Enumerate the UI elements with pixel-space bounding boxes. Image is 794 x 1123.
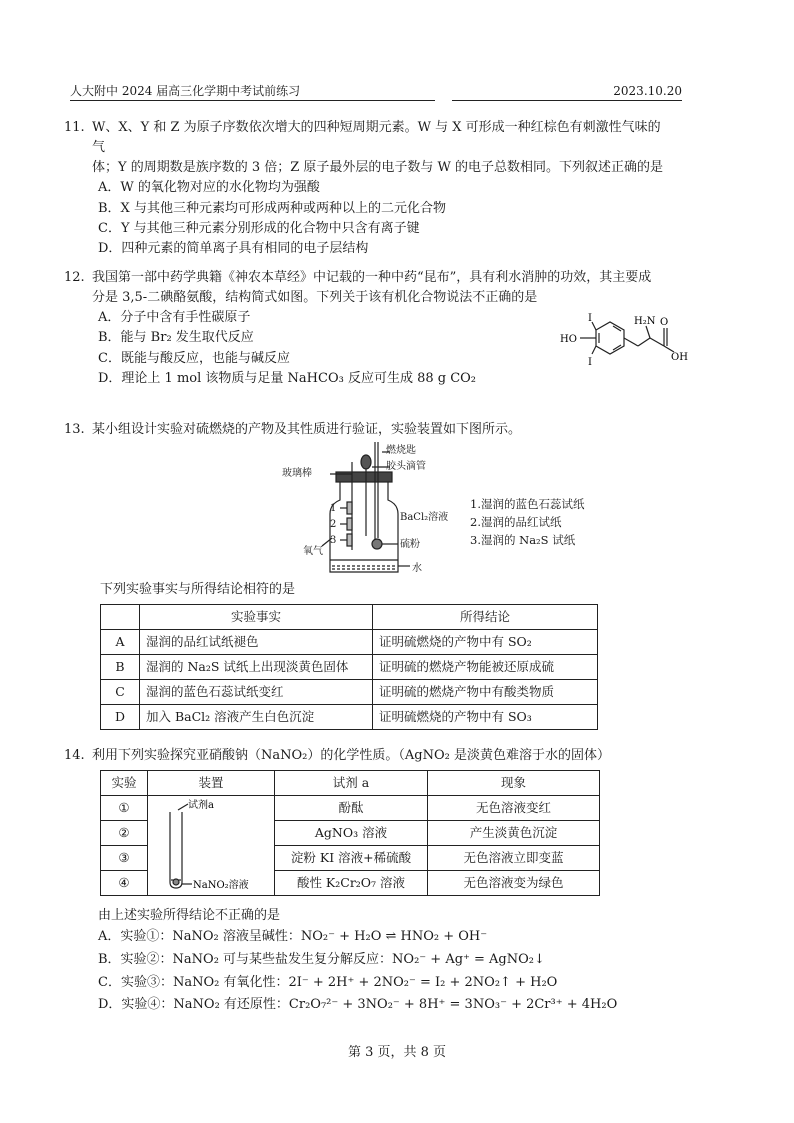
table-header-cell: 实验 <box>101 771 148 796</box>
carbonyl-oxygen-label: O <box>660 317 669 328</box>
table-cell: 加入 BaCl₂ 溶液产生白色沉淀 <box>140 705 373 730</box>
label-sulfur: 硫粉 <box>400 539 420 550</box>
question-number: 13. <box>64 422 85 437</box>
table-cell: 证明硫的燃烧产物能被还原成硫 <box>373 655 598 680</box>
apparatus-cell <box>148 796 275 896</box>
label-spoon: 燃烧匙 <box>386 445 416 456</box>
q14-table <box>100 770 600 896</box>
table-header-cell: 实验事实 <box>140 605 373 630</box>
table-header-cell <box>101 605 140 630</box>
option-a: A．W 的氧化物对应的水化物均为强酸 <box>98 180 320 196</box>
hydroxyl-label: HO <box>560 334 577 345</box>
header-title: 人大附中 2024 届高三化学期中考试前练习 <box>70 84 301 98</box>
question-14-options <box>92 906 672 1017</box>
question-11 <box>64 118 672 259</box>
label-number-3: 3 <box>330 535 337 546</box>
question-14 <box>64 746 672 766</box>
label-dropper: 胶头滴管 <box>386 461 426 472</box>
label-water: 水 <box>412 563 422 574</box>
option-a: A．分子中含有手性碳原子 <box>98 310 251 326</box>
label-number-1: 1 <box>330 503 337 514</box>
question-number: 11. <box>64 120 85 135</box>
table-cell: C <box>101 680 140 705</box>
table-cell: 酚酞 <box>275 796 428 821</box>
label-number-2: 2 <box>330 519 337 530</box>
test-tube-diagram <box>148 798 262 894</box>
option-d: D．实验④：NaNO₂ 有还原性：Cr₂O₇²⁻ + 3NO₂⁻ + 8H⁺ = 3NO₃⁻ + 2Cr³⁺ + 4H₂O <box>98 997 618 1013</box>
label-glass-rod: 玻璃棒 <box>282 468 312 479</box>
option-b: B．实验②：NaNO₂ 可与某些盐发生复分解反应：NO₂⁻ + Ag⁺ = AgNO₂↓ <box>98 951 545 967</box>
page-footer: 第 3 页，共 8 页 <box>347 1045 447 1060</box>
label-oxygen: 氧气 <box>303 546 323 557</box>
table-cell: AgNO₃ 溶液 <box>275 821 428 846</box>
table-header-cell: 现象 <box>428 771 600 796</box>
question-number: 14. <box>64 748 85 763</box>
table-cell: B <box>101 655 140 680</box>
option-b: B．X 与其他三种元素均可形成两种或两种以上的二元化合物 <box>98 200 446 216</box>
amino-label: H₂N <box>634 316 656 327</box>
question-stem-line: 我国第一部中药学典籍《神农本草经》中记载的一种中药“昆布”，具有利水消肿的功效，其主要成 <box>92 270 652 285</box>
table-header-row <box>101 605 598 630</box>
header-date: 2023.10.20 <box>613 84 682 98</box>
table-cell: 证明硫燃烧的产物中有 SO₂ <box>373 630 598 655</box>
option-c: C．Y 与其他三种元素分别形成的化合物中只含有离子键 <box>98 220 420 236</box>
option-c: C．既能与酸反应，也能与碱反应 <box>98 350 290 366</box>
table-cell: ③ <box>101 846 148 871</box>
option-d: D．四种元素的简单离子具有相同的电子层结构 <box>98 240 369 256</box>
q14-lead: 由上述实验所得结论不正确的是 <box>98 908 281 923</box>
header-rule-left <box>70 100 435 101</box>
table-cell: 产生淡黄色沉淀 <box>428 821 600 846</box>
table-cell: 无色溶液立即变蓝 <box>428 846 600 871</box>
question-13 <box>64 420 672 440</box>
table-row <box>101 796 600 821</box>
tube-reagent-label: 试剂a <box>188 799 214 811</box>
table-cell: 无色溶液变红 <box>428 796 600 821</box>
option-b: B．能与 Br₂ 发生取代反应 <box>98 330 254 346</box>
table-row <box>101 705 598 730</box>
molecule-structure-diagram <box>558 308 688 378</box>
question-stem: 利用下列实验探究亚硝酸钠（NaNO₂）的化学性质。（AgNO₂ 是淡黄色难溶于水的固体） <box>92 748 610 763</box>
table-cell: 湿润的品红试纸褪色 <box>140 630 373 655</box>
option-a: A．实验①：NaNO₂ 溶液呈碱性：NO₂⁻ + H₂O ⇌ HNO₂ + OH⁻ <box>98 929 488 945</box>
q13-lead: 下列实验事实与所得结论相符的是 <box>100 582 296 597</box>
paper-legend <box>470 496 584 549</box>
question-stem: 某小组设计实验对硫燃烧的产物及其性质进行验证，实验装置如下图所示。 <box>92 422 522 437</box>
label-bacl2: BaCl₂溶液 <box>400 512 449 523</box>
question-number: 12. <box>64 270 85 285</box>
option-d: D．理论上 1 mol 该物质与足量 NaHCO₃ 反应可生成 88 g CO₂ <box>98 370 477 386</box>
table-cell: ② <box>101 821 148 846</box>
table-cell: A <box>101 630 140 655</box>
legend-item: 1.湿润的蓝色石蕊试纸 <box>470 497 585 511</box>
table-header-cell: 试剂 a <box>275 771 428 796</box>
table-cell: 湿润的蓝色石蕊试纸变红 <box>140 680 373 705</box>
table-row <box>101 630 598 655</box>
legend-item: 2.湿润的品红试纸 <box>470 514 562 529</box>
carboxyl-oh-label: OH <box>671 352 688 363</box>
benzene-ring <box>596 322 624 354</box>
table-row <box>101 680 598 705</box>
table-cell: 湿润的 Na₂S 试纸上出现淡黄色固体 <box>140 655 373 680</box>
table-header-cell: 装置 <box>148 771 275 796</box>
table-header-cell: 所得结论 <box>373 605 598 630</box>
table-cell: 酸性 K₂Cr₂O₇ 溶液 <box>275 871 428 896</box>
table-cell: D <box>101 705 140 730</box>
table-cell: 证明硫的燃烧产物中有酸类物质 <box>373 680 598 705</box>
tube-solution-label: NaNO₂溶液 <box>193 879 249 891</box>
question-stem-line: 体；Y 的周期数是族序数的 3 倍；Z 原子最外层的电子数与 W 的电子总数相同。下列叙述正确的是 <box>92 160 664 176</box>
iodine-bottom-label: I <box>588 357 592 368</box>
table-cell: ④ <box>101 871 148 896</box>
question-stem-line: W、X、Y 和 Z 为原子序数依次增大的四种短周期元素。W 与 X 可形成一种红棕色有刺激性气味的气 <box>92 120 661 156</box>
table-row <box>101 655 598 680</box>
table-cell: ① <box>101 796 148 821</box>
q13-table <box>100 604 598 730</box>
table-header-row <box>101 771 600 796</box>
question-stem-line: 分是 3,5-二碘酪氨酸，结构简式如图。下列关于该有机化合物说法不正确的是 <box>92 290 538 306</box>
table-cell: 证明硫燃烧的产物中有 SO₃ <box>373 705 598 730</box>
table-cell: 无色溶液变为绿色 <box>428 871 600 896</box>
legend-item: 3.湿润的 Na₂S 试纸 <box>470 532 576 547</box>
option-c: C．实验③：NaNO₂ 有氧化性：2I⁻ + 2H⁺ + 2NO₂⁻ = I₂ + 2NO₂↑ + H₂O <box>98 974 558 990</box>
iodine-top-label: I <box>588 313 592 324</box>
table-cell: 淀粉 KI 溶液+稀硫酸 <box>275 846 428 871</box>
header-rule-right <box>452 100 682 101</box>
